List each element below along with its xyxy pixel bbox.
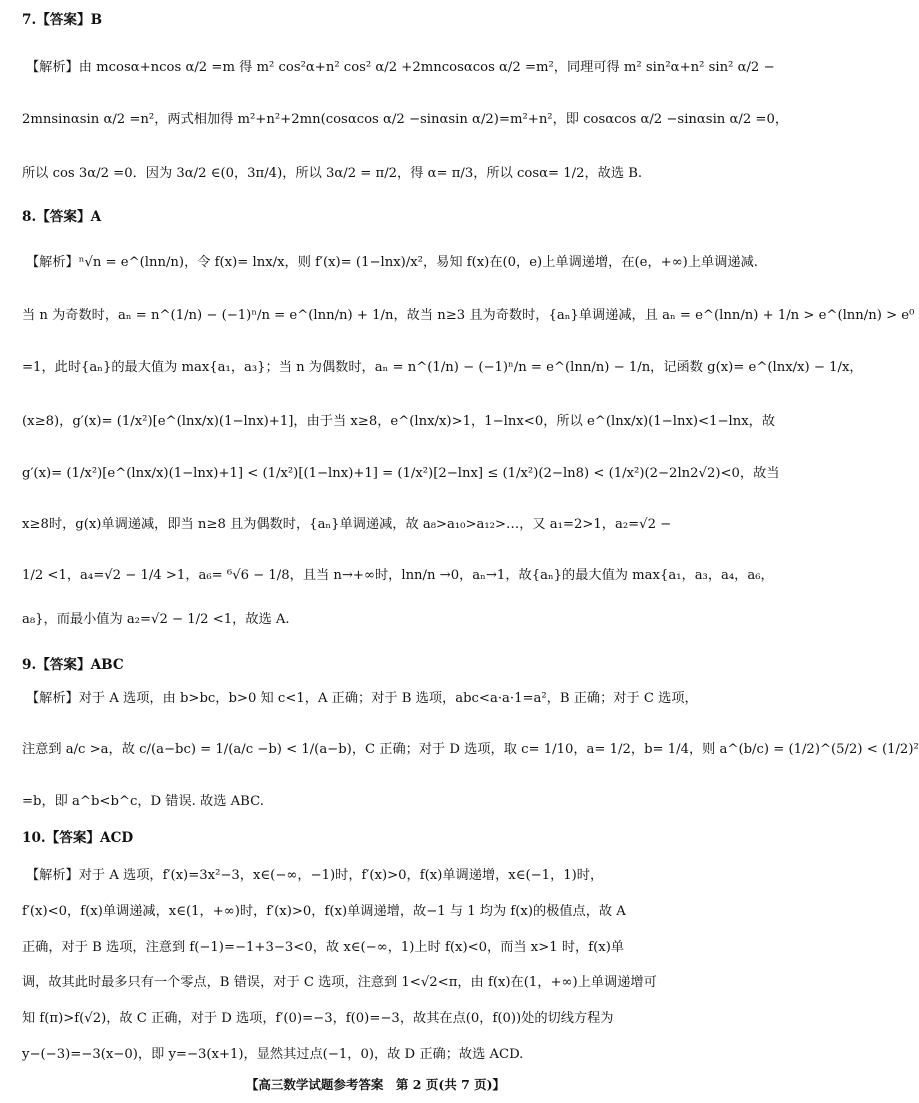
q9-answer: 9.【答案】ABC xyxy=(22,657,124,673)
q9-solution-line-3: =b，即 a^b<b^c，D 错误. 故选 ABC. xyxy=(22,794,264,809)
q10-solution-line-4: 调，故其此时最多只有一个零点，B 错误，对于 C 选项，注意到 1<√2<π，由 f(x)在(1，+∞)上单调递增可 xyxy=(22,975,657,990)
q8-solution-line-7: 1/2 <1，a₄=√2 − 1/4 >1，a₆= ⁶√6 − 1/8，且当 n→+∞时，lnn/n →0，aₙ→1，故{aₙ}的最大值为 max{a₁，a₃，a₄，a₆， xyxy=(22,568,774,583)
page-footer: 【高三数学试题参考答案 第 2 页(共 7 页)】 xyxy=(245,1077,506,1092)
q8-solution-line-4: (x≥8)，g′(x)= (1/x²)[e^(lnx/x)(1−lnx)+1]，由于当 x≥8，e^(lnx/x)>1，1−lnx<0，所以 e^(lnx/x)(1−lnx)<1−lnx，故 xyxy=(22,414,776,429)
q10-solution-line-2: f′(x)<0，f(x)单调递减，x∈(1，+∞)时，f′(x)>0，f(x)单调递增，故−1 与 1 均为 f(x)的极值点，故 A xyxy=(22,904,626,919)
q10-solution-line-1: 【解析】对于 A 选项，f′(x)=3x²−3，x∈(−∞，−1)时，f′(x)>0，f(x)单调递增，x∈(−1，1)时， xyxy=(26,868,604,883)
q10-solution-line-5: 知 f(π)>f(√2)，故 C 正确，对于 D 选项，f′(0)=−3，f(0)=−3，故其在点(0，f(0))处的切线方程为 xyxy=(22,1011,614,1026)
q10-solution-line-6: y−(−3)=−3(x−0)，即 y=−3(x+1)，显然其过点(−1，0)，故 D 正确；故选 ACD. xyxy=(22,1047,524,1062)
q8-solution-line-8: a₈}，而最小值为 a₂=√2 − 1/2 <1，故选 A. xyxy=(22,612,290,627)
q10-answer: 10.【答案】ACD xyxy=(22,830,134,846)
q9-solution-line-2: 注意到 a/c >a，故 c/(a−bc) = 1/(a/c −b) < 1/(a−b)，C 正确；对于 D 选项，取 c= 1/10，a= 1/2，b= 1/4，则 a^(b/c) = (1/2)^(5/2) < (1/2)² xyxy=(22,742,919,757)
q10-solution-line-3: 正确，对于 B 选项，注意到 f(−1)=−1+3−3<0，故 x∈(−∞，1)上时 f(x)<0，而当 x>1 时，f(x)单 xyxy=(22,940,625,955)
q9-solution-line-1: 【解析】对于 A 选项，由 b>bc，b>0 知 c<1，A 正确；对于 B 选项，abc<a·a·1=a²，B 正确；对于 C 选项， xyxy=(26,691,698,706)
q8-solution-line-2: 当 n 为奇数时，aₙ = n^(1/n) − (−1)ⁿ/n = e^(lnn/n) + 1/n，故当 n≥3 且为奇数时，{aₙ}单调递减，且 aₙ = e^(lnn/n) + 1/n > e^(lnn/n) > e⁰ xyxy=(22,308,915,323)
q7-solution-line-3: 所以 cos 3α/2 =0．因为 3α/2 ∈(0，3π/4)，所以 3α/2 = π/2，得 α= π/3，所以 cosα= 1/2，故选 B. xyxy=(22,166,643,181)
q8-solution-line-3: =1，此时{aₙ}的最大值为 max{a₁，a₃}；当 n 为偶数时，aₙ = n^(1/n) − (−1)ⁿ/n = e^(lnn/n) − 1/n，记函数 g(x)= e^(lnx/x) − 1/x， xyxy=(22,360,863,375)
q8-solution-line-5: g′(x)= (1/x²)[e^(lnx/x)(1−lnx)+1] < (1/x²)[(1−lnx)+1] = (1/x²)[2−lnx] ≤ (1/x²)(2−ln8) < (1/x²)(2−2ln2√2)<0，故当 xyxy=(22,466,780,481)
q7-solution-line-1: 【解析】由 mcosα+ncos α/2 =m 得 m² cos²α+n² cos² α/2 +2mncosαcos α/2 =m²，同理可得 m² sin²α+n² sin² α/2 − xyxy=(26,60,775,75)
q8-solution-line-6: x≥8时，g(x)单调递减，即当 n≥8 且为偶数时，{aₙ}单调递减，故 a₈>a₁₀>a₁₂>…，又 a₁=2>1，a₂=√2 − xyxy=(22,517,672,532)
q7-solution-line-2: 2mnsinαsin α/2 =n²，两式相加得 m²+n²+2mn(cosαcos α/2 −sinαsin α/2)=m²+n²，即 cosαcos α/2 −sinαsin α/2 =0， xyxy=(22,112,789,127)
q8-answer: 8.【答案】A xyxy=(22,209,102,225)
q8-solution-line-1: 【解析】ⁿ√n = e^(lnn/n)，令 f(x)= lnx/x，则 f′(x)= (1−lnx)/x²，易知 f(x)在(0，e)上单调递增，在(e，+∞)上单调递减. xyxy=(26,255,758,270)
q7-answer: 7.【答案】B xyxy=(22,12,103,28)
